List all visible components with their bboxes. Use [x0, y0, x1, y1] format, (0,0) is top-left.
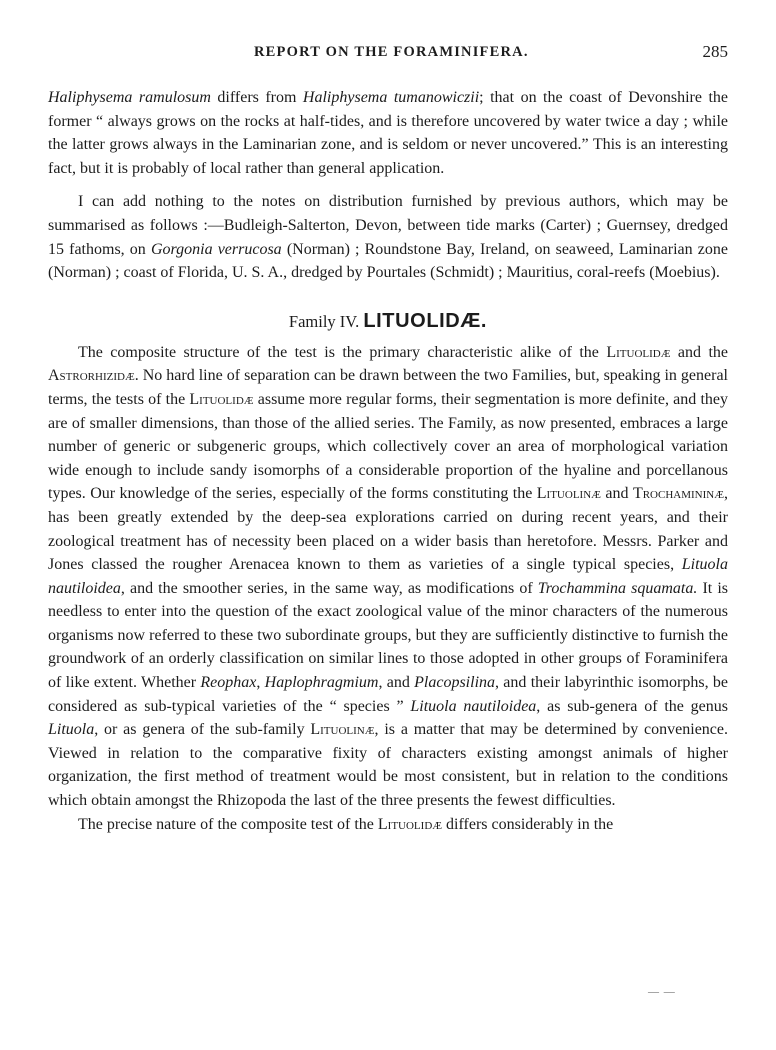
- family-term: Lituolidæ: [606, 343, 671, 361]
- species-name: Gorgonia verrucosa: [150, 240, 282, 258]
- paragraph-distribution: [48, 190, 728, 284]
- family-prefix: Family IV.: [288, 311, 364, 331]
- family-name: LITUOLIDÆ.: [363, 309, 488, 332]
- text-run: , has been greatly extended by the deep-sea explorations carried on during recent years, and their zoological treatment has of necessity been placed on a wider basis than heretofore. Messrs. Parker and Jones classed the rougher Arenacea known to them as varieties of a single typical species,: [48, 485, 728, 574]
- footer-mark: — —: [648, 986, 676, 998]
- genus-name: Haplophragmium: [264, 674, 379, 692]
- family-term: Astrorhizidæ: [48, 367, 135, 385]
- genus-name: Lituola: [48, 721, 95, 739]
- text-run: and the: [670, 343, 728, 361]
- text-run: The composite structure of the test is the primary characteristic alike of the: [78, 343, 607, 361]
- species-name: Trochammina squamata.: [537, 579, 698, 597]
- body-text: [48, 86, 728, 836]
- text-run: I can add nothing to the notes on distribution furnished by previous authors, which may be summarised as follows :—Budleigh-Salterton, Devon, between tide marks (Carter) ; Guernsey, dredged 15 fathoms, on: [48, 193, 728, 258]
- paragraph-composite-test: [48, 813, 728, 837]
- species-name: Haliphysema tumanowiczii: [302, 89, 480, 106]
- text-run: , or as genera of the sub-family: [94, 721, 311, 739]
- text-run: (Norman) ; Roundstone Bay, Ireland, on seaweed, Laminarian zone (Norman) ; coast of Florida, U. S. A., dredged by Pourtales (Schmidt) ; Mauritius, coral-reefs (Moebius).: [48, 240, 728, 282]
- genus-name: Reophax: [200, 674, 257, 692]
- family-term: Lituolinæ: [536, 485, 601, 503]
- text-run: , is a matter that may be determined by convenience. Viewed in relation to the comparative fixity of characters existing amongst animals of higher organization, the first method of treatment would be most consistent, but in relation to the conditions which obtain amongst the Rhizopoda the last of the three presents the fewest difficulties.: [48, 721, 729, 810]
- text-run: , as sub-genera of the genus: [536, 697, 728, 715]
- genus-name: Placopsilina: [414, 674, 496, 692]
- text-run: It is needless to enter into the question of the exact zoological value of the minor characters of the numerous organisms now referred to these two subordinate groups, but they are sufficiently distinctive to furnish the groundwork of an orderly classification on similar lines to those adopted in other groups of Foraminifera of like extent. Whether: [48, 579, 729, 692]
- family-term: Lituolidæ: [189, 390, 254, 408]
- family-term: Lituolidæ: [377, 815, 443, 833]
- species-name: Haliphysema ramulosum: [48, 89, 211, 106]
- species-name: Lituola nautiloidea: [48, 556, 728, 597]
- paragraph-lituolidae: [48, 341, 728, 813]
- section-heading: [48, 309, 728, 334]
- text-run: ; that on the coast of Devonshire the former “ always grows on the rocks at half-tides, and is therefore uncovered by water twice a day ; while the latter grows always in the Laminarian zone, and is seldom or never uncovered.” This is an interesting fact, but it is probably of local rather than general application.: [48, 89, 728, 177]
- text-run: ,: [256, 674, 265, 692]
- text-run: assume more regular forms, their segmentation is more definite, and they are of smaller dimensions, than those of the allied series. The Family, as now presented, embraces a large number of generic or subgeneric groups, which collectively cover an area of morphological variation wide enough to include sandy isomorphs of a considerable proportion of the hyaline and porcellanous types. Our knowledge of the series, especially of the forms constituting the: [48, 390, 728, 503]
- family-term: Trochamininæ: [632, 485, 724, 503]
- paragraph-haliphysema: [48, 86, 728, 180]
- text-run: , and the smoother series, in the same way, as modifications of: [120, 579, 538, 597]
- text-run: , and: [378, 674, 415, 692]
- text-run: , and their labyrinthic isomorphs, be considered as sub-typical varieties of the “ species ”: [48, 674, 728, 715]
- family-term: Lituolinæ: [310, 721, 375, 739]
- species-name: Lituola nautiloidea: [410, 697, 537, 715]
- page-number: 285: [702, 42, 728, 61]
- text-run: The precise nature of the composite test of the: [78, 815, 378, 833]
- running-title: REPORT ON THE FORAMINIFERA.: [254, 44, 529, 60]
- text-run: and: [600, 485, 633, 503]
- text-run: . No hard line of separation can be drawn between the two Families, but, speaking in general terms, the tests of the: [48, 367, 728, 408]
- text-run: differs considerably in the: [442, 815, 614, 833]
- text-run: differs from: [210, 89, 303, 106]
- running-header: [48, 44, 728, 68]
